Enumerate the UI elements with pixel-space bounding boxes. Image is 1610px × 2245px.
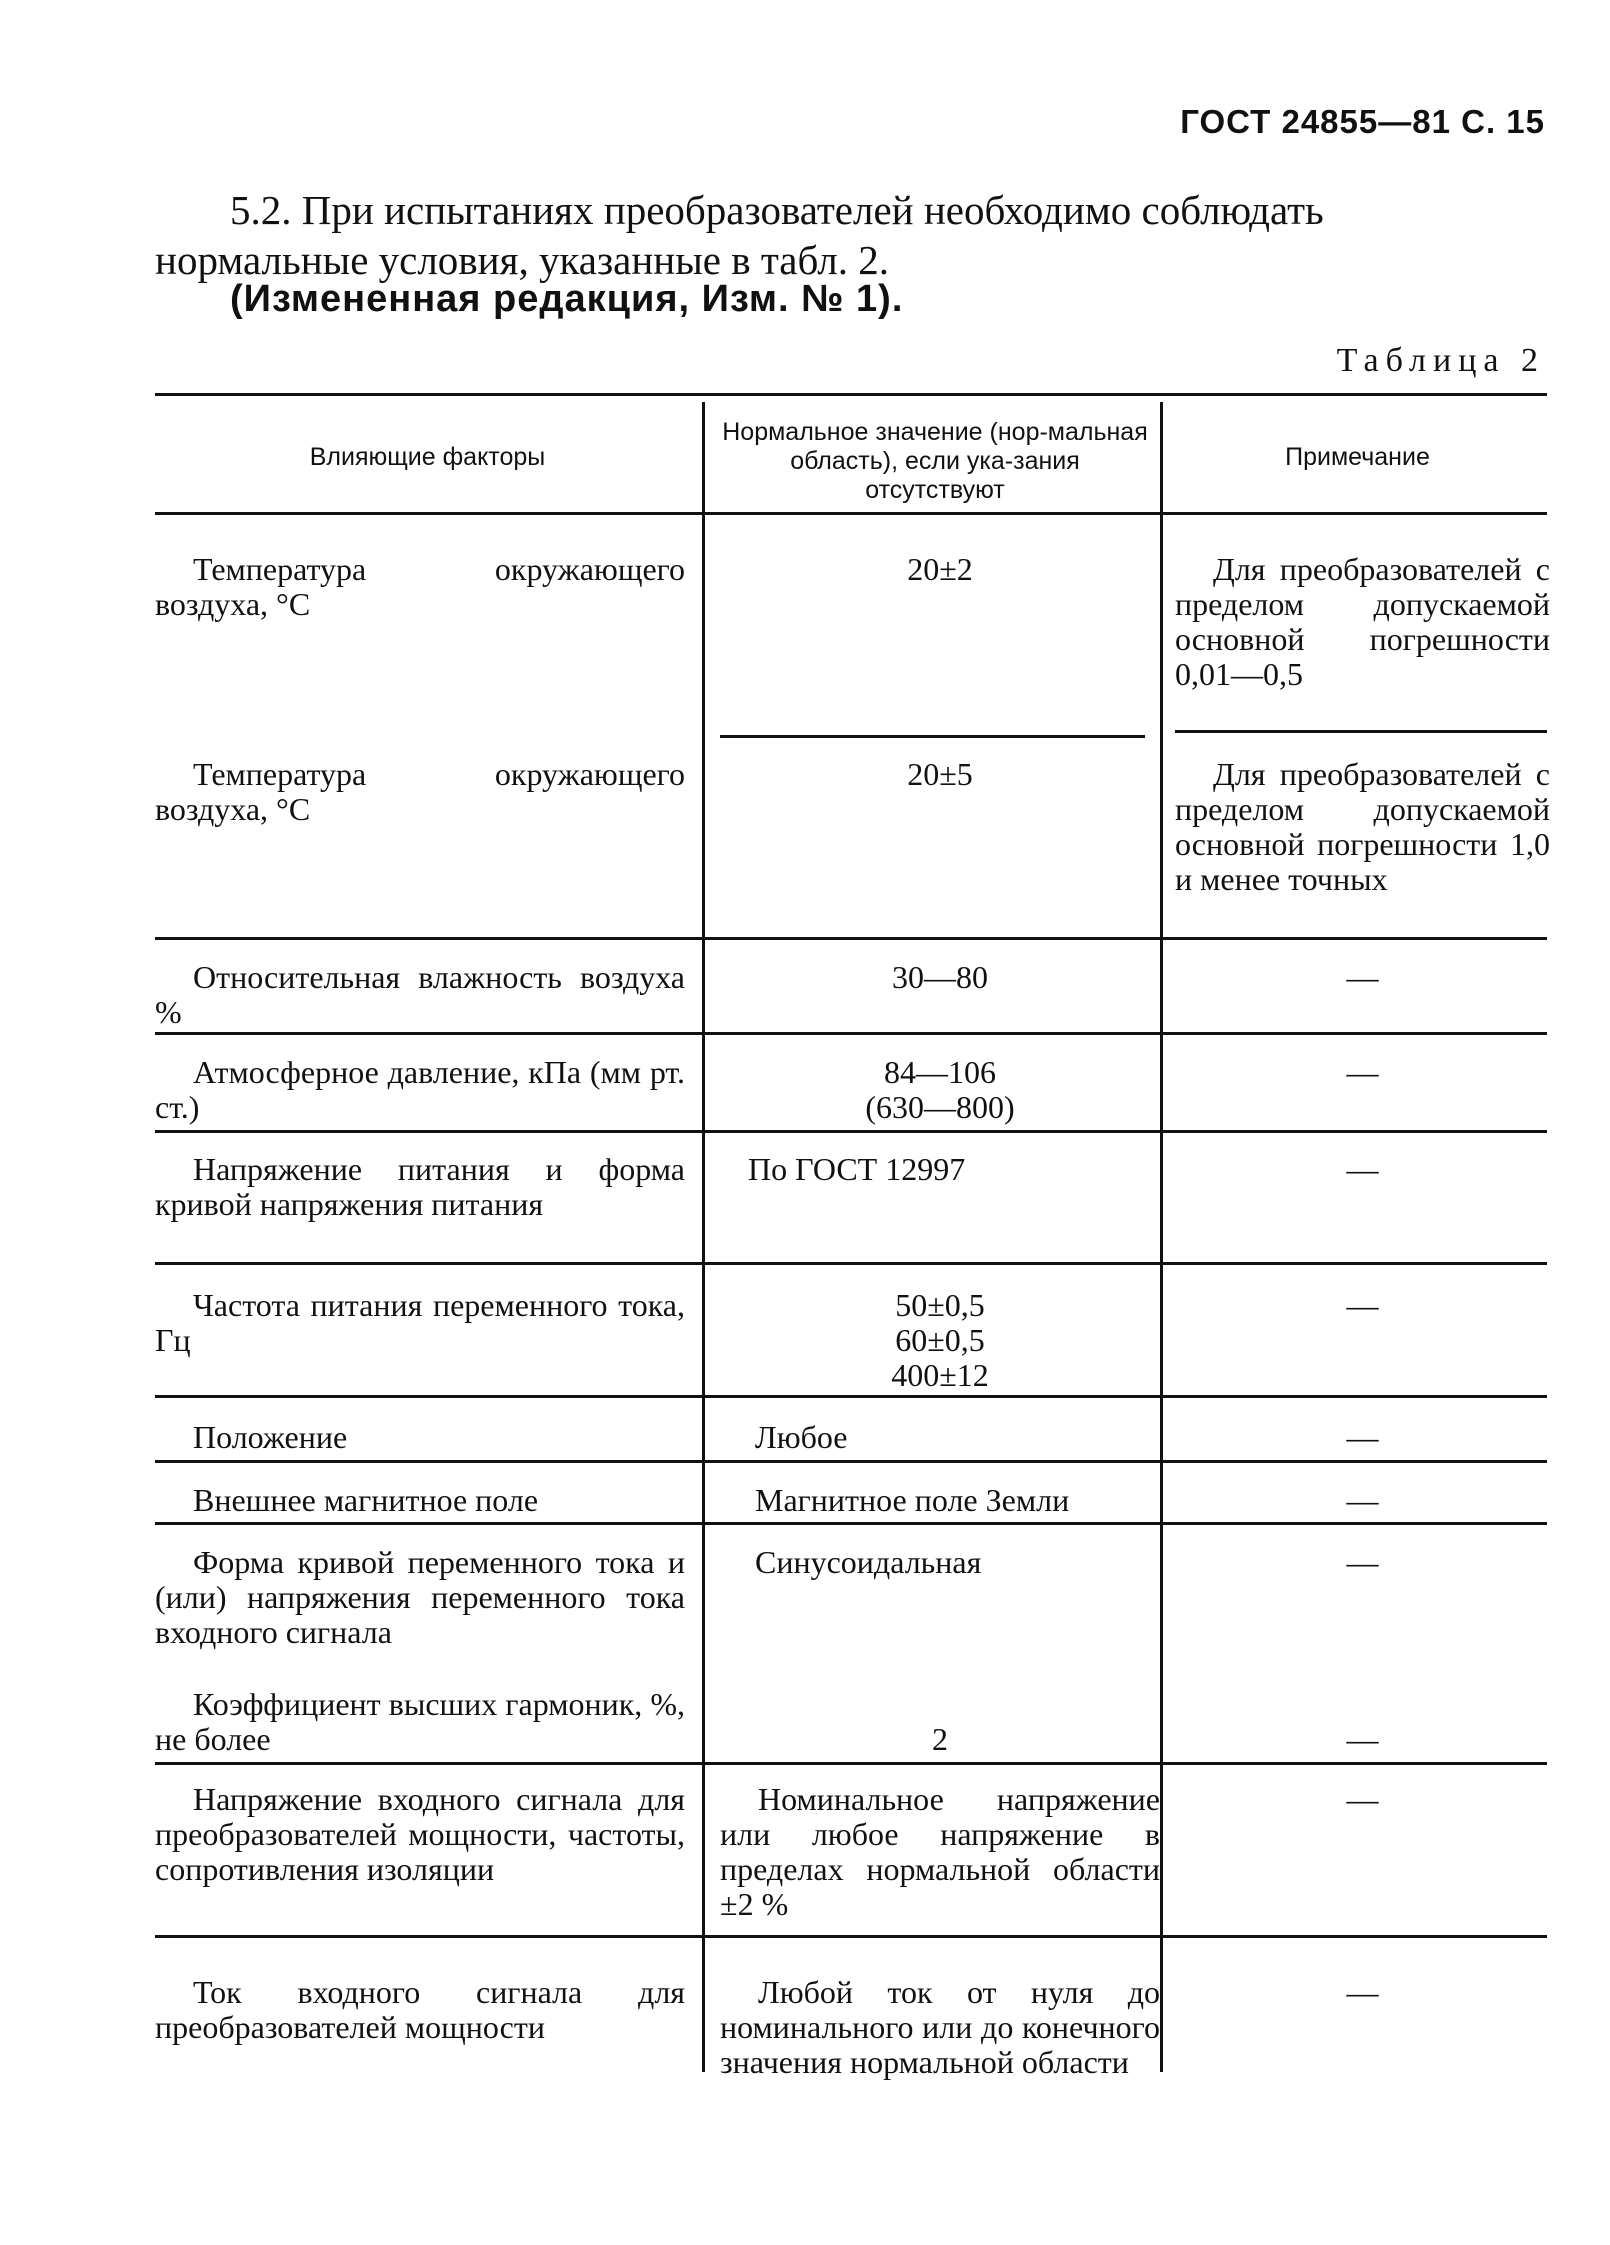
note-cell: Для преобразователей с пределом допускаемой основной погрешности 1,0 и менее точных [1175, 756, 1550, 897]
section-5-2-paragraph [155, 185, 1545, 285]
factor-cell: Напряжение питания и форма кривой напряжения питания [155, 1151, 685, 1222]
header-factors: Влияющие факторы [309, 443, 546, 471]
row-rule [155, 1395, 1547, 1398]
note-cell: Для преобразователей с пределом допускаемой основной погрешности 0,01—0,5 [1175, 551, 1550, 692]
row-rule [1175, 730, 1547, 733]
value-line: (630—800) [865, 1089, 1015, 1125]
note-cell: — [1346, 1287, 1379, 1323]
value-cell: 30—80 [892, 959, 988, 995]
value-cell: Синусоидальная [755, 1544, 982, 1580]
factor-cell: Относительная влажность воздуха % [155, 959, 685, 1030]
note-cell: — [1346, 1974, 1379, 2010]
value-cell: Любое [755, 1419, 848, 1455]
header-bottom-rule [155, 512, 1547, 515]
value-cell: Номинальное напряжение или любое напряжение в пределах нормальной области ±2 % [720, 1781, 1160, 1922]
note-cell: — [1346, 959, 1379, 995]
header-note: Примечание [1285, 443, 1430, 471]
value-cell: 20±2 [907, 551, 973, 587]
note-cell: — [1346, 1544, 1379, 1580]
factor-cell: Напряжение входного сигнала для преобразователей мощности, частоты, сопротивления изоляции [155, 1781, 685, 1887]
factor-cell: Коэффициент высших гармоник, %, не более [155, 1686, 685, 1757]
running-title: ГОСТ 24855—81 С. 15 [1180, 103, 1545, 140]
value-line: 50±0,5 [895, 1287, 985, 1323]
column-divider-1 [702, 402, 705, 2072]
value-cell: 20±5 [907, 756, 973, 792]
row-rule [155, 1262, 1547, 1265]
value-cell: Любой ток от нуля до номинального или до конечного значения нормальной области [720, 1974, 1160, 2080]
factor-cell: Температура окружающего воздуха, °С [155, 756, 685, 827]
column-divider-2 [1160, 402, 1163, 2072]
row-rule [155, 937, 1547, 940]
row-rule [155, 1130, 1547, 1133]
change-note: (Измененная редакция, Изм. № 1). [230, 278, 904, 320]
value-line: 400±12 [891, 1357, 989, 1393]
value-cell [720, 1288, 1160, 1393]
factor-cell: Форма кривой переменного тока и (или) напряжения переменного тока входного сигнала [155, 1544, 685, 1650]
factor-cell: Частота питания переменного тока, Гц [155, 1287, 685, 1358]
value-cell: 2 [932, 1721, 948, 1757]
note-cell: — [1346, 1781, 1379, 1817]
value-cell [720, 1055, 1160, 1125]
row-rule [155, 1032, 1547, 1035]
paragraph-line-1: 5.2. При испытаниях преобразователей необходимо соблюдать [230, 187, 1324, 233]
note-cell: — [1346, 1054, 1379, 1090]
factor-cell: Атмосферное давление, кПа (мм рт. ст.) [155, 1054, 685, 1125]
factor-cell: Внешнее магнитное поле [193, 1482, 539, 1518]
note-cell: — [1346, 1482, 1379, 1518]
value-line: 60±0,5 [895, 1322, 985, 1358]
factor-cell: Положение [193, 1419, 348, 1455]
value-cell: Магнитное поле Земли [755, 1482, 1070, 1518]
header-normal-value: Нормальное значение (нор-мальная область), если ука-зания отсутствуют [722, 418, 1148, 504]
factor-cell: Ток входного сигнала для преобразователей мощности [155, 1974, 685, 2045]
table-label: Таблица 2 [1336, 342, 1545, 379]
note-cell: — [1346, 1151, 1379, 1187]
row-rule [155, 1522, 1547, 1525]
row-rule [720, 735, 1145, 738]
value-line: 84—106 [884, 1054, 996, 1090]
row-rule [155, 1935, 1547, 1938]
value-cell: По ГОСТ 12997 [748, 1151, 966, 1187]
table-top-rule [155, 393, 1547, 396]
note-cell: — [1346, 1721, 1379, 1757]
paragraph-line-2: нормальные условия, указанные в табл. 2. [155, 237, 889, 283]
factor-cell: Температура окружающего воздуха, °С [155, 551, 685, 622]
note-cell: — [1346, 1419, 1379, 1455]
row-rule [155, 1460, 1547, 1463]
row-rule [155, 1762, 1547, 1765]
